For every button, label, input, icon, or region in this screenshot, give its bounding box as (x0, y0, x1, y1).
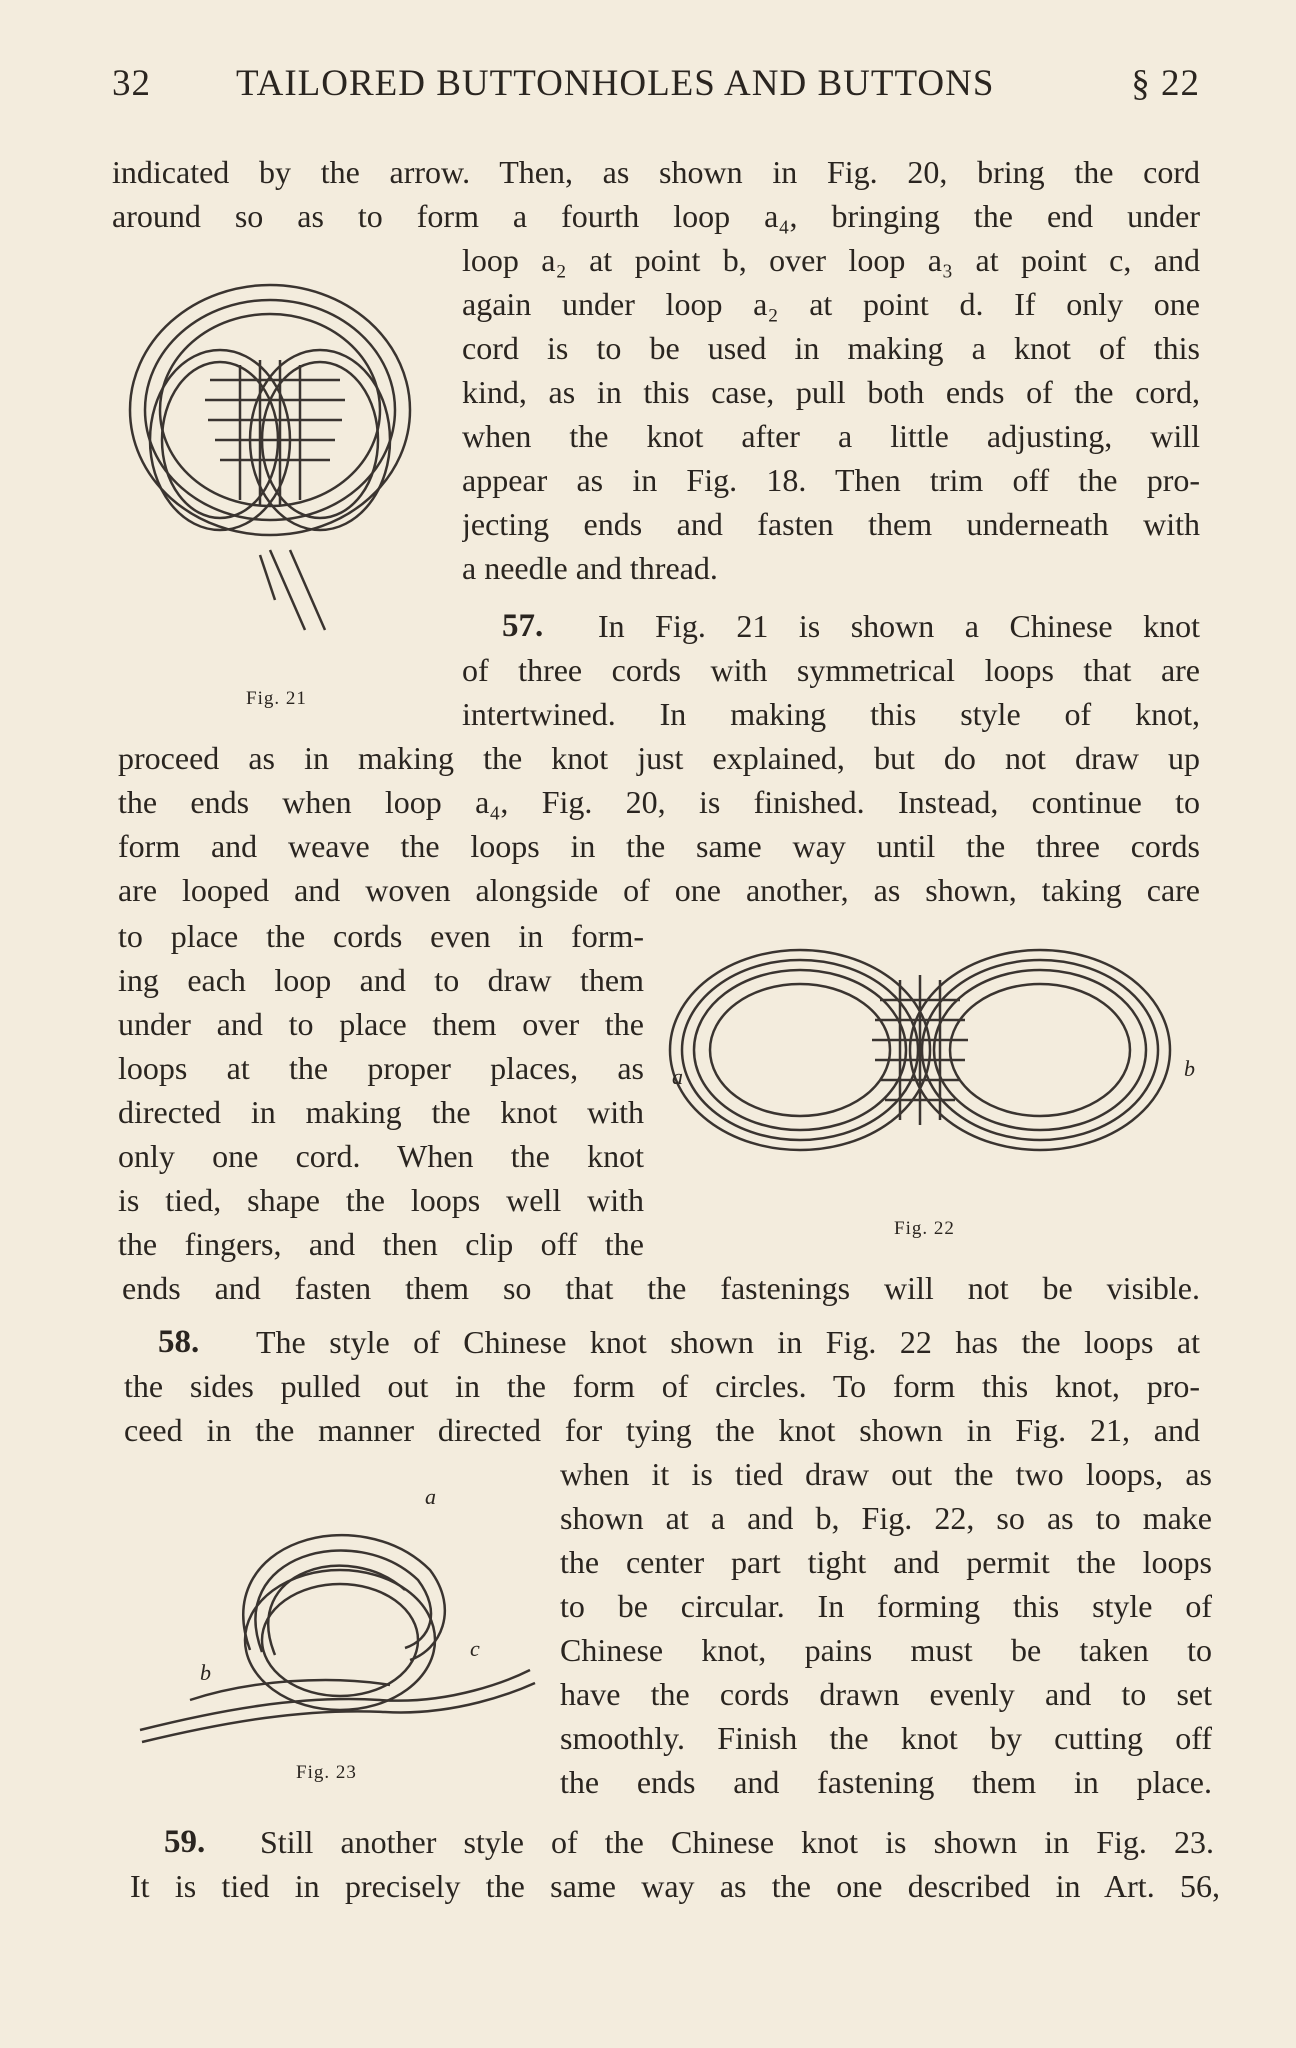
text-line: to be circular. In forming this style of (560, 1588, 1212, 1624)
figure-21-knot (120, 270, 430, 640)
section-number: § 22 (1131, 63, 1200, 104)
text-line: a needle and thread. (462, 550, 718, 586)
text-line: jecting ends and fasten them underneath with (462, 506, 1200, 542)
figure-21-caption: Fig. 21 (246, 688, 307, 709)
text-line: when the knot after a little adjusting, will (462, 418, 1200, 454)
text-line: around so as to form a fourth loop a₄, bringing the end under (112, 198, 1200, 234)
figure-22-label-a: a (672, 1064, 684, 1089)
text-line: In Fig. 21 is shown a Chinese knot (598, 608, 1200, 644)
text-line: ceed in the manner directed for tying the knot shown in Fig. 21, and (124, 1412, 1200, 1448)
article-number: 59. (164, 1824, 206, 1860)
text-line: kind, as in this case, pull both ends of the cord, (462, 374, 1200, 410)
text-line: the sides pulled out in the form of circles. To form this knot, pro- (124, 1368, 1200, 1404)
text-line: indicated by the arrow. Then, as shown in Fig. 20, bring the cord (112, 154, 1200, 190)
text-line: directed in making the knot with (118, 1094, 644, 1130)
text-line: ends and fasten them so that the fastenings will not be visible. (122, 1270, 1200, 1306)
text-line: Still another style of the Chinese knot is shown in Fig. 23. (260, 1824, 1214, 1860)
figure-22-knot (660, 940, 1200, 1180)
text-line: It is tied in precisely the same way as the one described in Art. 56, (130, 1868, 1220, 1904)
text-line: Chinese knot, pains must be taken to (560, 1632, 1212, 1668)
text-line: appear as in Fig. 18. Then trim off the pro- (462, 462, 1200, 498)
page-number: 32 (112, 63, 151, 104)
text-line: proceed as in making the knot just explained, but do not draw up (118, 740, 1200, 776)
text-line: shown at a and b, Fig. 22, so as to make (560, 1500, 1212, 1536)
figure-23-label-a: a (425, 1484, 437, 1509)
text-line: The style of Chinese knot shown in Fig. 22 has the loops at (256, 1324, 1200, 1360)
text-line: cord is to be used in making a knot of this (462, 330, 1200, 366)
text-line: are looped and woven alongside of one another, as shown, taking care (118, 872, 1200, 908)
text-line: the center part tight and permit the loops (560, 1544, 1212, 1580)
text-line: ing each loop and to draw them (118, 962, 644, 998)
text-line: when it is tied draw out the two loops, as (560, 1456, 1212, 1492)
text-line: is tied, shape the loops well with (118, 1182, 644, 1218)
figure-22-caption: Fig. 22 (894, 1218, 955, 1239)
running-title: TAILORED BUTTONHOLES AND BUTTONS (236, 63, 995, 104)
running-header (112, 62, 1200, 112)
figure-23-caption: Fig. 23 (296, 1762, 357, 1783)
text-line: the fingers, and then clip off the (118, 1226, 644, 1262)
text-line: loop a₂ at point b, over loop a₃ at point c, and (462, 242, 1200, 278)
figure-23-knot (130, 1480, 540, 1760)
text-line: smoothly. Finish the knot by cutting off (560, 1720, 1212, 1756)
text-line: loops at the proper places, as (118, 1050, 644, 1086)
text-line: only one cord. When the knot (118, 1138, 644, 1174)
article-number: 58. (158, 1324, 200, 1360)
figure-23-label-c: c (470, 1636, 481, 1661)
text-line: again under loop a₂ at point d. If only one (462, 286, 1200, 322)
text-line: form and weave the loops in the same way until the three cords (118, 828, 1200, 864)
article-number: 57. (502, 608, 544, 644)
text-line: have the cords drawn evenly and to set (560, 1676, 1212, 1712)
text-line: the ends and fastening them in place. (560, 1764, 1212, 1800)
figure-23-label-b: b (200, 1660, 212, 1685)
text-line: the ends when loop a₄, Fig. 20, is finished. Instead, continue to (118, 784, 1200, 820)
text-line: to place the cords even in form- (118, 918, 644, 954)
text-line: under and to place them over the (118, 1006, 644, 1042)
text-line: of three cords with symmetrical loops that are (462, 652, 1200, 688)
text-line: intertwined. In making this style of knot, (462, 696, 1200, 732)
figure-22-label-b: b (1184, 1056, 1196, 1081)
